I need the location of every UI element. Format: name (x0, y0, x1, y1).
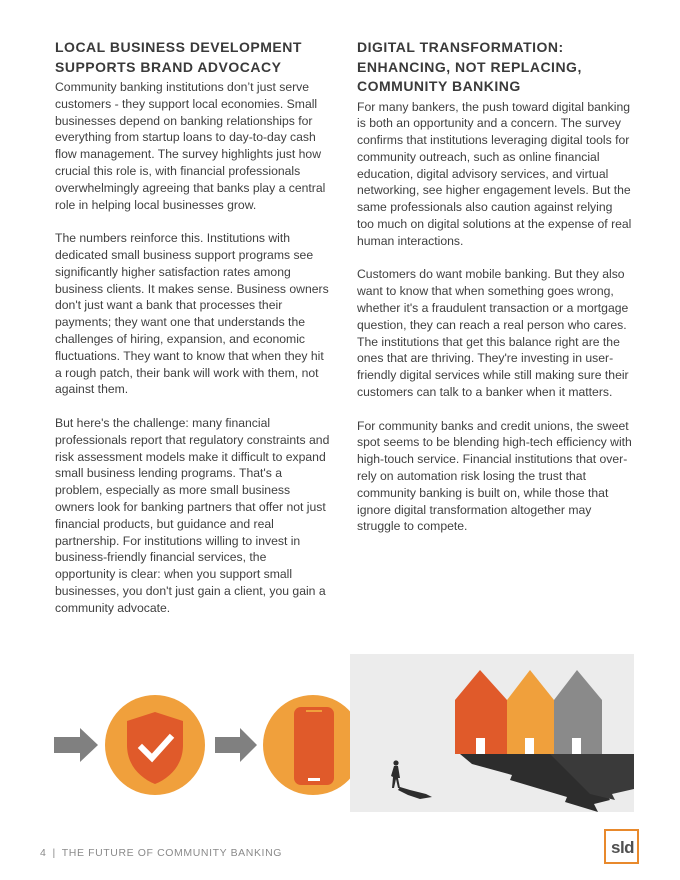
right-paragraph-2: Customers do want mobile banking. But they also want to know that when something goes wrong, whether it's a fraudulent transaction or a mortgage question, they can reach a real person who cares. The institutions that get this balance right are the ones that are thriving. They're investing in user-friendly digital services while still making sure their customers can talk to a banker when it matters. (357, 267, 629, 400)
right-paragraph-3: For community banks and credit unions, the sweet spot seems to be blending high-tech efficiency with high-touch service. Financial institutions that over-rely on automation risk losing the trust that community banking is built on, while those that ignore digital transformation altogether may struggle to compete. (357, 418, 632, 534)
footer-separator: | (52, 847, 56, 859)
left-paragraph-1: Community banking institutions don’t just serve customers - they support local economies. Small businesses depend on banking relationships for everything from startup loans to day-to-day cash flow management. The survey highlights just how crucial this role is, with financial professionals overwhelmingly agreeing that banks play a central role in helping local businesses grow. (55, 80, 326, 212)
person-head-icon (393, 760, 398, 765)
left-heading-line2: SUPPORTS BRAND ADVOCACY (55, 58, 282, 75)
arrow-right-icon (215, 728, 257, 762)
page-number: 4 (40, 847, 47, 859)
logo-text: sld (611, 838, 635, 857)
page-footer (40, 847, 282, 859)
person-shadow (398, 787, 432, 799)
left-column (55, 38, 330, 633)
house-red-door (476, 738, 485, 754)
right-heading (357, 38, 632, 97)
right-heading-line2: ENHANCING, NOT REPLACING, (357, 58, 582, 75)
right-paragraph-1: For many bankers, the push toward digital banking is both an opportunity and a concern. The survey confirms that institutions leveraging digital tools for community outreach, such as online financial education, digital advisory services, and virtual networking, see higher engagement levels. But the same professionals also caution against relying too much on digital solutions at the expense of real human interactions. (357, 99, 632, 248)
phone-icon (294, 707, 334, 785)
house-gray-door (572, 738, 581, 754)
right-column (357, 38, 632, 552)
phone-speaker-icon (306, 710, 322, 712)
house-orange-door (525, 738, 534, 754)
person-icon (391, 766, 400, 788)
sld-logo (604, 829, 639, 864)
right-heading-line3: COMMUNITY BANKING (357, 78, 521, 94)
houses-illustration (350, 654, 634, 812)
phone-home-button-icon (308, 778, 320, 781)
right-heading-line1: DIGITAL TRANSFORMATION: (357, 39, 564, 55)
left-paragraph-2: The numbers reinforce this. Institutions with dedicated small business support programs see significantly higher satisfaction rates among business clients. It makes sense. Business owners don't just want a bank that processes their payments; they want one that understands the challenges of hiring, expansion, and economic fluctuations. They want to know that when they hit a rough patch, their bank will work with them, not against them. (55, 231, 329, 397)
security-mobile-illustration (50, 690, 360, 800)
left-heading (55, 38, 330, 77)
arrow-right-icon (54, 728, 98, 762)
footer-title: THE FUTURE OF COMMUNITY BANKING (61, 847, 283, 859)
left-paragraph-3: But here's the challenge: many financial professionals report that regulatory constraints and risk assessment models make it difficult to expand small business lending programs. That's a problem, especially as more small business owners look for banking partners that offer not just financial products, but guidance and real partnership. For institutions willing to invest in business-friendly financial services, the opportunity is clear: when you support small businesses, you don't just gain a client, you gain a community advocate. (55, 415, 330, 615)
left-heading-line1: LOCAL BUSINESS DEVELOPMENT (55, 39, 302, 55)
